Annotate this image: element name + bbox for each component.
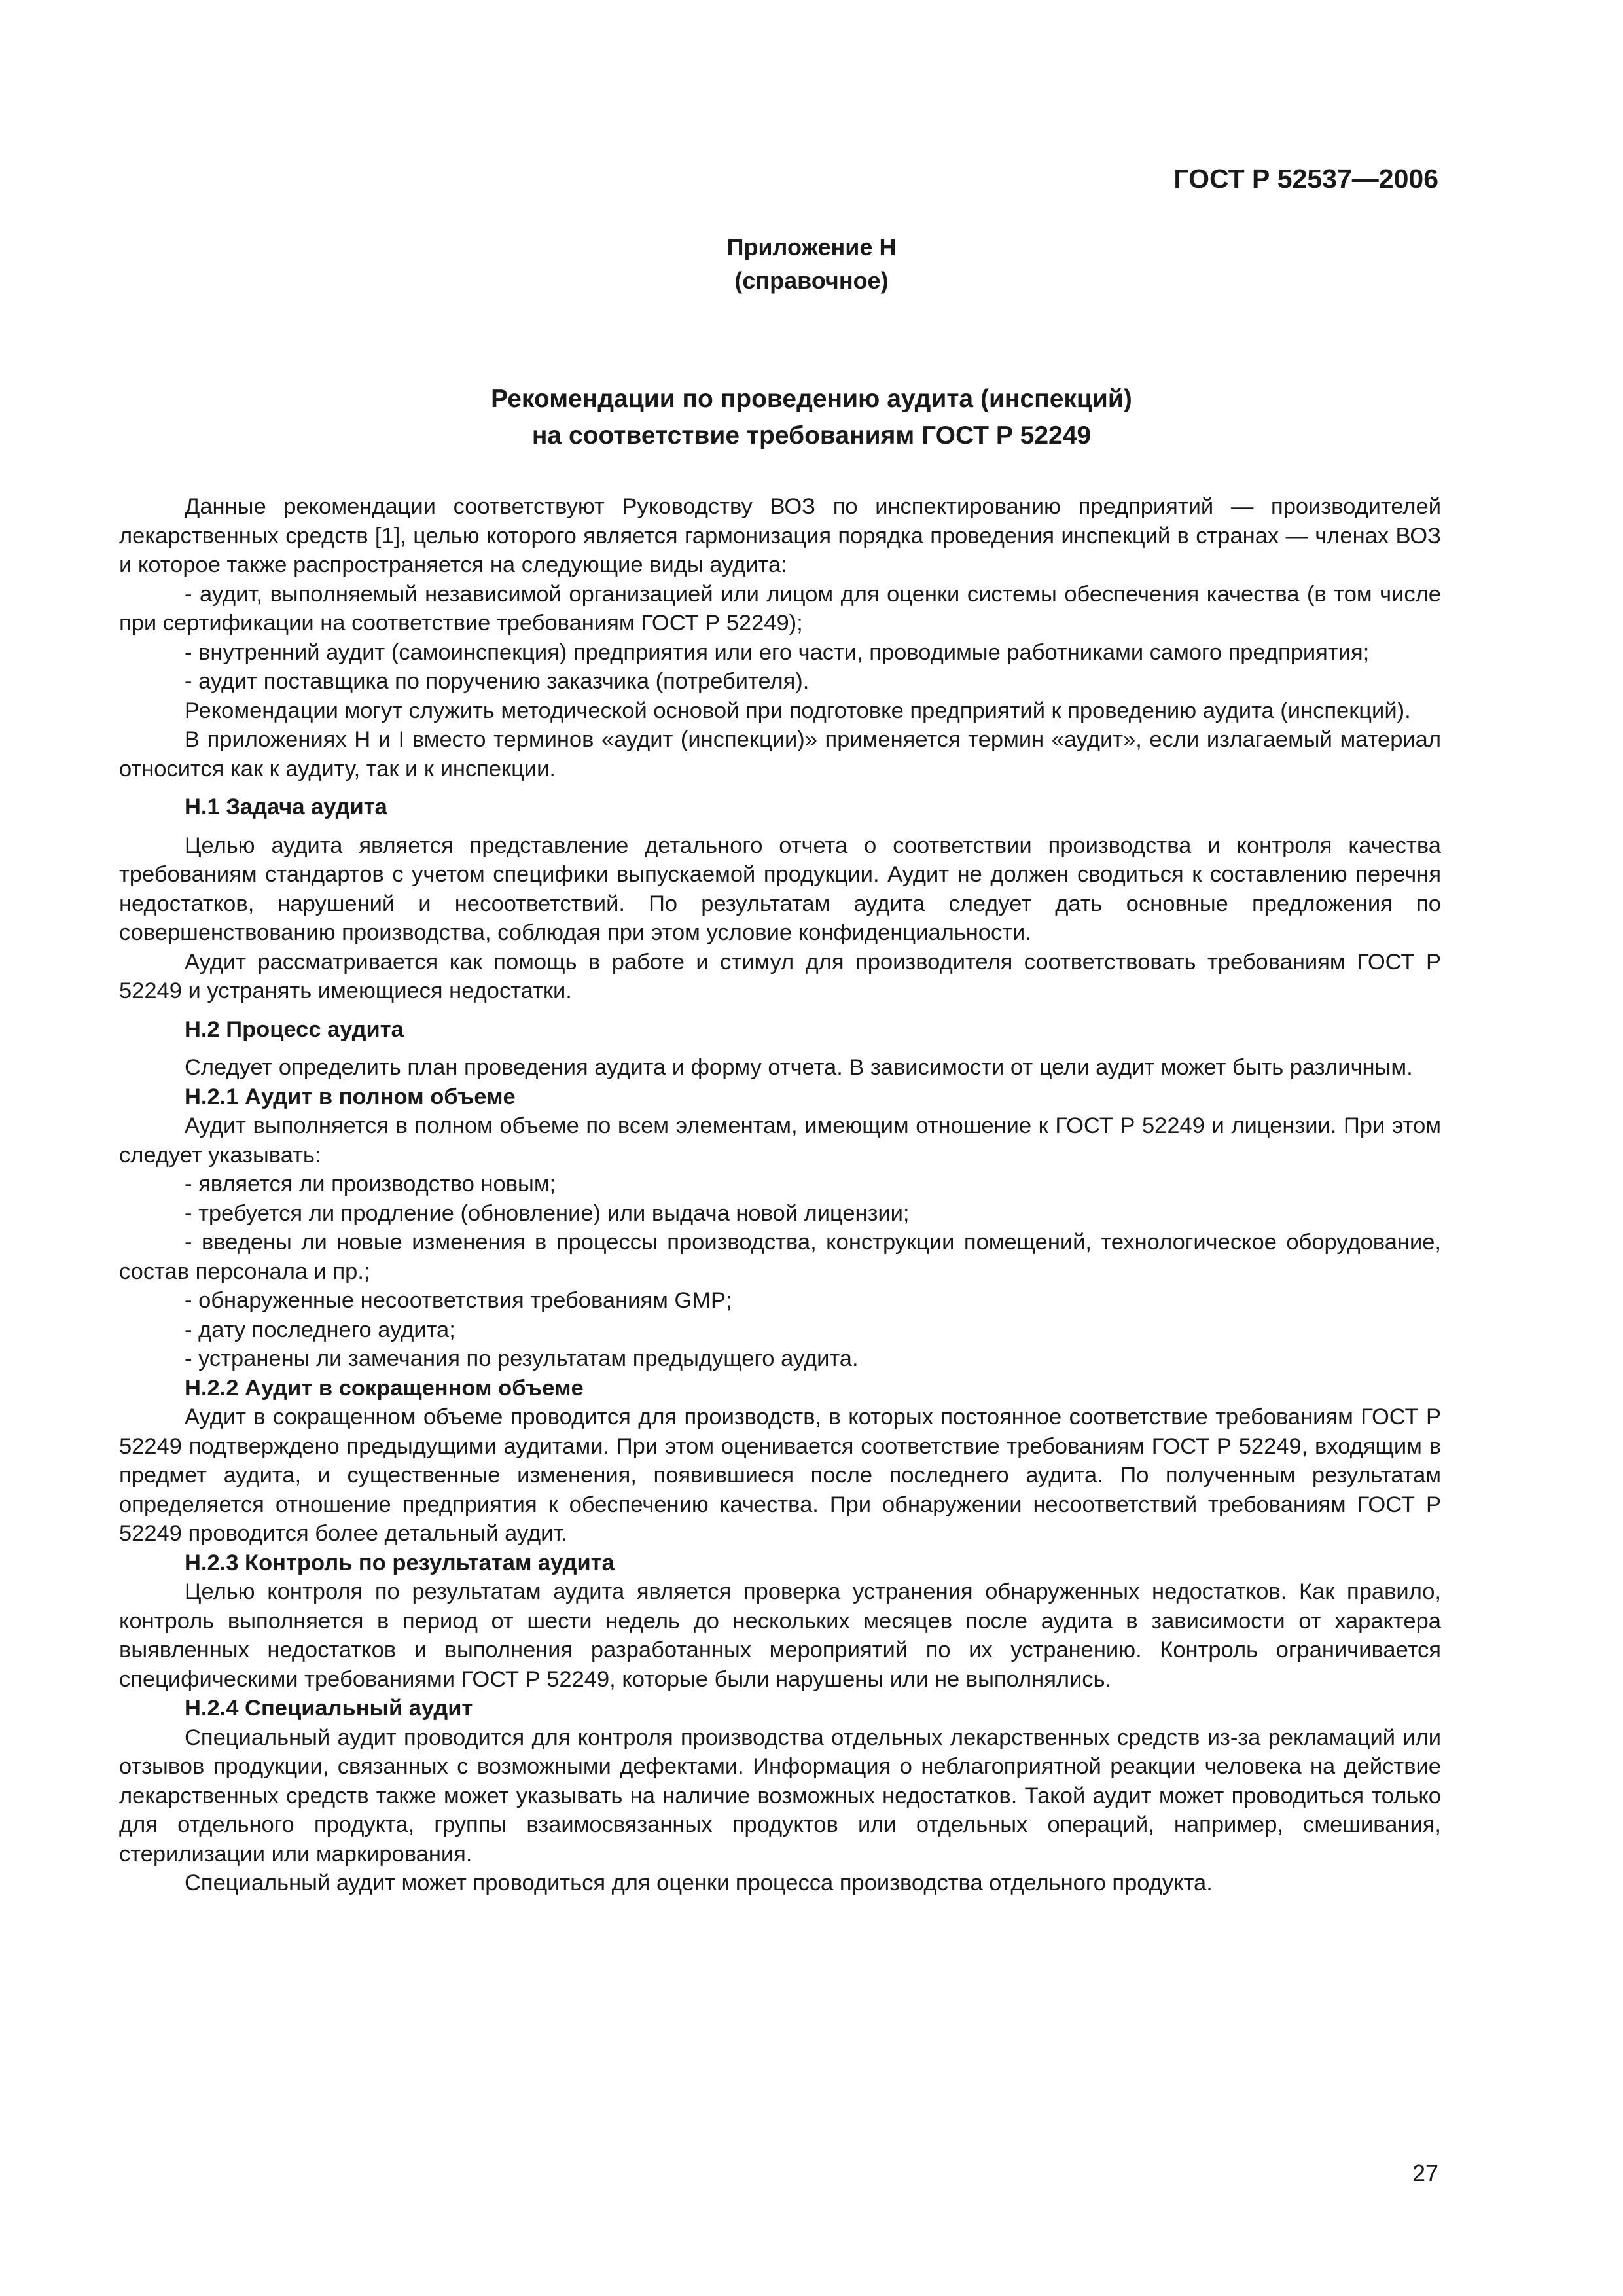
list-item: - введены ли новые изменения в процессы производства, конструкции помещений, технологическое оборудование, состав персонала и пр.; xyxy=(119,1230,1441,1284)
section-paragraph: Целью аудита является представление детального отчета о соответствии производства и контроля качества требованиям стандартов с учетом специфики выпускаемой продукции. Аудит не должен сводиться к составлению перечня недостатков, нарушений и несоответствий. По результатам аудита следует дать основные предложения по совершенствованию производства, соблюдая при этом условие конфиденциальности. xyxy=(119,833,1441,945)
list-item: - устранены ли замечания по результатам предыдущего аудита. xyxy=(185,1346,859,1371)
annex-type: (справочное) xyxy=(734,267,889,294)
subsection-paragraph: Аудит выполняется в полном объеме по всем элементам, имеющим отношение к ГОСТ Р 52249 и лицензии. При этом следует указывать: xyxy=(119,1113,1441,1168)
intro-paragraph: Данные рекомендации соответствуют Руководству ВОЗ по инспектированию предприятий — производителей лекарственных средств [1], целью которого является гармонизация порядка проведения инспекций в странах — членах ВОЗ и которое также распространяется на следующие виды аудита: xyxy=(119,494,1441,577)
subsection-paragraph: Специальный аудит может проводиться для оценки процесса производства отдельного продукта. xyxy=(185,1871,1213,1895)
list-item: - требуется ли продление (обновление) или выдача новой лицензии; xyxy=(185,1200,910,1226)
intro-list-item: - аудит поставщика по поручению заказчика (потребителя). xyxy=(185,669,810,694)
list-item: - является ли производство новым; xyxy=(185,1172,556,1196)
section-heading-h2: Н.2 Процесс аудита xyxy=(185,1016,404,1042)
annex-title: Приложение Н xyxy=(726,234,897,260)
subsection-heading-h2-1: Н.2.1 Аудит в полном объеме xyxy=(185,1084,516,1109)
subsection-paragraph: Аудит в сокращенном объеме проводится для производств, в которых постоянное соответствие требованиям ГОСТ Р 52249 подтверждено предыдущими аудитами. При этом оценивается соответствие требованиям ГОСТ Р 52249, входящим в предмет аудита, и существенные изменения, появившиеся после последнего аудита. По полученным результатам определяется отношение предприятия к обеспечению качества. При обнаружении несоответствий требованиям ГОСТ Р 52249 проводится более детальный аудит. xyxy=(119,1405,1441,1546)
section-heading-h1: Н.1 Задача аудита xyxy=(185,795,387,819)
standard-code: ГОСТ Р 52537—2006 xyxy=(1173,164,1438,194)
subsection-heading-h2-3: Н.2.3 Контроль по результатам аудита xyxy=(185,1550,615,1575)
subsection-heading-h2-2: Н.2.2 Аудит в сокращенном объеме xyxy=(185,1375,584,1401)
document-body xyxy=(119,492,1441,1898)
subsection-paragraph: Целью контроля по результатам аудита является проверка устранения обнаруженных недостатков. Как правило, контроль выполняется в период от шести недель до нескольких месяцев после аудита в зависимости от характера выявленных недостатков и выполнения разработанных мероприятий по их устранению. Контроль ограничивается специфическими требованиями ГОСТ Р 52249, которые были нарушены или не выполнялись. xyxy=(119,1579,1441,1692)
title-line-1: Рекомендации по проведению аудита (инспекций) xyxy=(491,385,1132,413)
list-item: - обнаруженные несоответствия требованиям GMP; xyxy=(185,1288,732,1313)
document-title xyxy=(0,381,1623,454)
subsection-heading-h2-4: Н.2.4 Специальный аудит xyxy=(185,1696,473,1721)
section-paragraph: Следует определить план проведения аудита и форму отчета. В зависимости от цели аудит может быть различным. xyxy=(185,1055,1413,1080)
intro-paragraph: Рекомендации могут служить методической основой при подготовке предприятий к проведению аудита (инспекций). xyxy=(185,698,1411,723)
intro-paragraph: В приложениях Н и I вместо терминов «аудит (инспекции)» применяется термин «аудит», если излагаемый материал относится как к аудиту, так и к инспекции. xyxy=(119,727,1441,781)
intro-list-item: - аудит, выполняемый независимой организацией или лицом для оценки системы обеспечения качества (в том числе при сертификации на соответствие требованиям ГОСТ Р 52249); xyxy=(119,581,1441,636)
title-line-2: на соответствие требованиям ГОСТ Р 52249 xyxy=(531,422,1092,450)
page-number: 27 xyxy=(1412,2160,1438,2187)
subsection-paragraph: Специальный аудит проводится для контроля производства отдельных лекарственных средств из-за рекламаций или отзывов продукции, связанных с возможными дефектами. Информация о неблагоприятной реакции человека на действие лекарственных средств также может указывать на наличие возможных недостатков. Такой аудит может проводиться только для отдельного продукта, группы взаимосвязанных продуктов или отдельных операций, например, смешивания, стерилизации или маркирования. xyxy=(119,1725,1441,1867)
intro-list-item: - внутренний аудит (самоинспекция) предприятия или его части, проводимые работниками самого предприятия; xyxy=(185,639,1370,665)
section-paragraph: Аудит рассматривается как помощь в работе и стимул для производителя соответствовать требованиям ГОСТ Р 52249 и устранять имеющиеся недостатки. xyxy=(119,949,1441,1003)
annex-label xyxy=(0,230,1623,297)
list-item: - дату последнего аудита; xyxy=(185,1317,455,1342)
